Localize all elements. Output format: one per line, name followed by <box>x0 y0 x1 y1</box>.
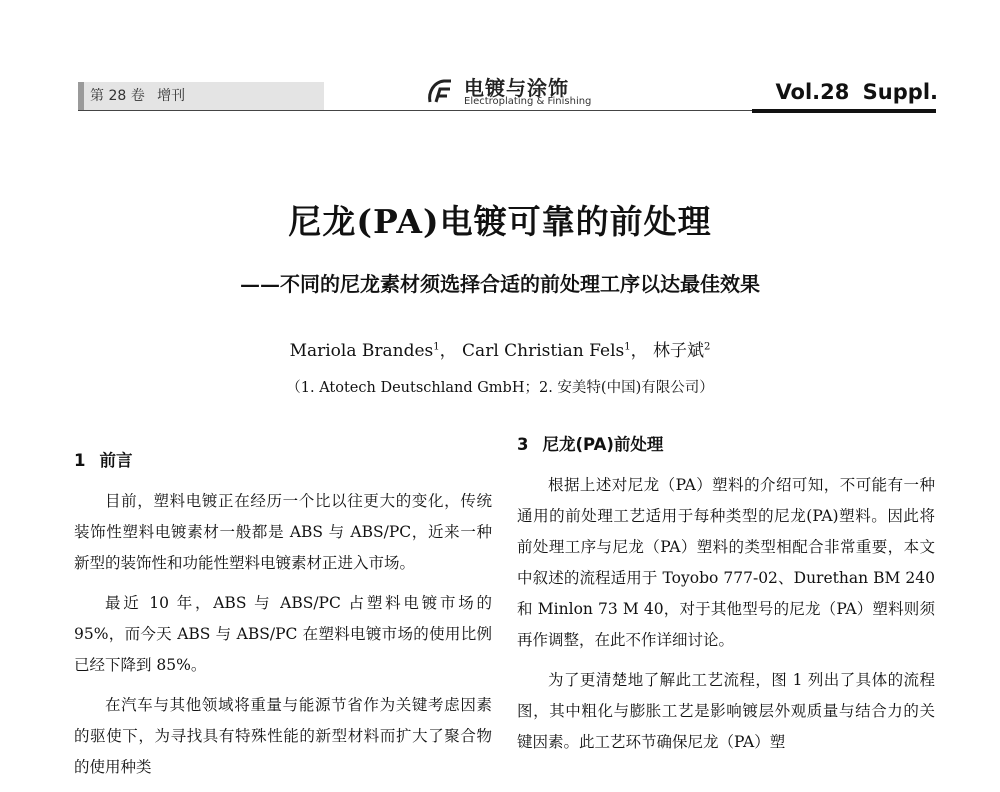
author-affiliation-mark: 2 <box>704 341 711 353</box>
author-name: Carl Christian Fels <box>462 341 625 361</box>
paragraph: 在汽车与其他领域将重量与能源节省作为关键考虑因素的驱使下，为寻找具有特殊性能的新型材料而扩大了聚合物的使用种类 <box>74 696 492 776</box>
volume-cn: 第 28 卷 <box>90 88 145 104</box>
author-list <box>0 336 1000 361</box>
author-name: 林子斌 <box>653 341 705 361</box>
section-number: 3 <box>517 435 529 454</box>
section-heading-pretreatment <box>517 429 935 460</box>
author-affiliation-mark: 1 <box>433 341 440 353</box>
article-subtitle: ——不同的尼龙素材须选择合适的前处理工序以达最佳效果 <box>240 272 760 296</box>
section-title: 前言 <box>99 451 133 470</box>
journal-name-cn: 电镀与涂饰 <box>464 76 569 100</box>
article-title: 尼龙(PA)电镀可靠的前处理 <box>288 202 712 241</box>
paragraph: 根据上述对尼龙（PA）塑料的介绍可知，不可能有一种通用的前处理工艺适用于每种类型的尼龙(PA)塑料。因此将前处理工序与尼龙（PA）塑料的类型相配合非常重要，本文中叙述的流程适用于 Toyobo 777-02、Durethan BM 240 和 Minlon 73 M 40，对于其他型号的尼龙（PA）塑料则须再作调整，在此不作详细讨论。 <box>517 476 935 649</box>
journal-name-en: Electroplating & Finishing <box>464 96 592 107</box>
paragraph: 为了更清楚地了解此工艺流程，图 1 列出了具体的流程图，其中粗化与膨胀工艺是影响镀层外观质量与结合力的关键因素。此工艺环节确保尼龙（PA）塑 <box>517 671 935 751</box>
right-column <box>517 429 935 767</box>
author-separator: ， <box>630 341 648 361</box>
supplement-cn: 增刊 <box>157 88 186 104</box>
journal-logo-icon <box>424 76 456 108</box>
section-heading-introduction <box>74 445 492 476</box>
affiliations: （1. Atotech Deutschland GmbH；2. 安美特(中国)有限公司） <box>286 380 714 396</box>
volume-en: Vol.28 Suppl. <box>775 80 938 104</box>
left-column <box>74 445 492 792</box>
paragraph: 目前，塑料电镀正在经历一个比以往更大的变化，传统装饰性塑料电镀素材一般都是 ABS 与 ABS/PC，近来一种新型的装饰性和功能性塑料电镀素材正进入市场。 <box>74 492 492 572</box>
paragraph: 最近 10 年，ABS 与 ABS/PC 占塑料电镀市场的 95%，而今天 ABS 与 ABS/PC 在塑料电镀市场的使用比例已经下降到 85%。 <box>74 594 492 674</box>
header-rule-accent <box>752 109 936 113</box>
author-name: Mariola Brandes <box>289 341 434 361</box>
section-title: 尼龙(PA)前处理 <box>542 435 664 454</box>
author-affiliation-mark: 1 <box>624 341 631 353</box>
journal-volume-tag <box>78 82 324 110</box>
section-number: 1 <box>74 451 86 470</box>
author-separator: ， <box>439 341 457 361</box>
